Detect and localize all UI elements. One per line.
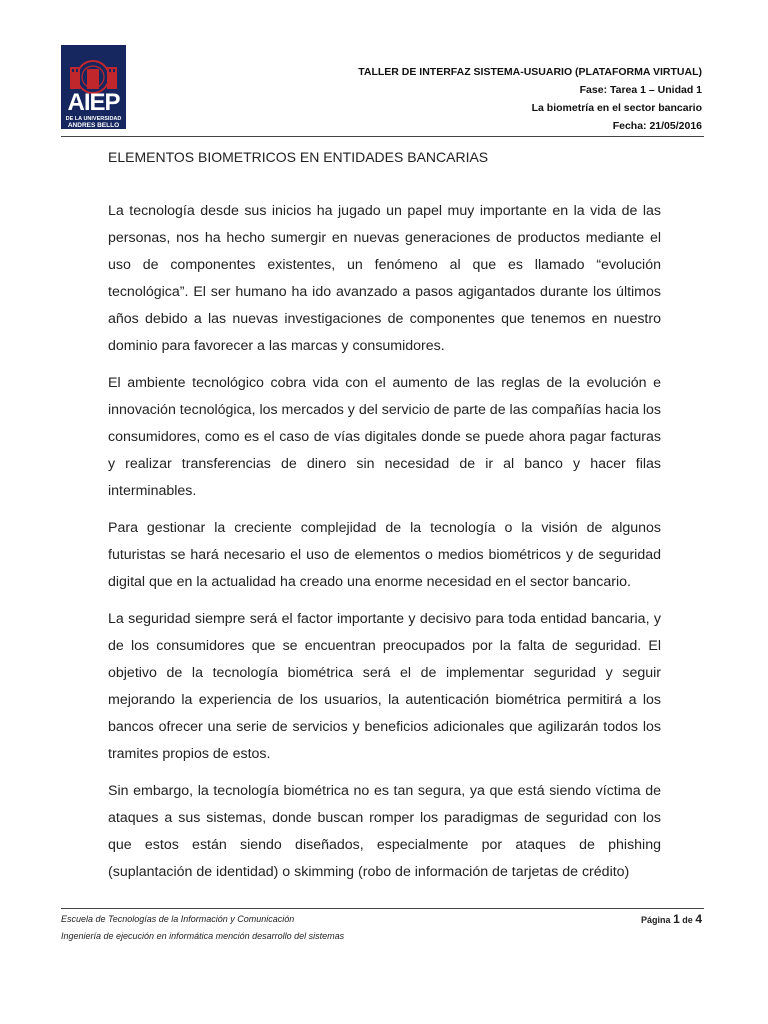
header-date: Fecha: 21/05/2016 bbox=[612, 120, 702, 132]
paragraph: La seguridad siempre será el factor importante y decisivo para toda entidad bancaria, y de los consumidores que se encuentran preocupados por la falta de seguridad. El objetivo de la tecnología biométrica será el de implementar seguridad y seguir mejorando la experiencia de los usuarios, la autenticación biométrica permitirá a los bancos ofrecer una serie de servicios y beneficios adicionales que agilizarán todos los tramites propios de estos. bbox=[108, 611, 661, 762]
document-body bbox=[108, 198, 661, 896]
logo-brand: AIEP bbox=[67, 89, 120, 116]
aiep-logo bbox=[61, 45, 126, 129]
page-total: 4 bbox=[695, 912, 702, 926]
page-indicator bbox=[641, 912, 702, 926]
footer-line1: Escuela de Tecnologías de la Información y Comunicación bbox=[61, 914, 295, 924]
document-header bbox=[358, 63, 702, 135]
logo-line2: ANDRES BELLO bbox=[67, 122, 120, 129]
footer-school bbox=[61, 911, 344, 945]
of-label: de bbox=[682, 915, 693, 925]
paragraph: Sin embargo, la tecnología biométrica no es tan segura, ya que está siendo víctima de ataques a sus sistemas, donde buscan romper los paradigmas de seguridad con los que estos están siendo diseñados, especialmente por ataques de phishing (suplantación de identidad) o skimming (robo de información de tarjetas de crédito) bbox=[108, 783, 661, 880]
page-label: Página bbox=[641, 915, 671, 925]
header-phase: Fase: Tarea 1 – Unidad 1 bbox=[579, 84, 702, 96]
footer-line2: Ingeniería de ejecución en informática mención desarrollo del sistemas bbox=[61, 931, 345, 941]
logo-line1: DE LA UNIVERSIDAD bbox=[65, 116, 122, 122]
footer-divider bbox=[61, 908, 704, 909]
paragraph: Para gestionar la creciente complejidad de la tecnología o la visión de algunos futuristas se hará necesario el uso de elementos o medios biométricos y de seguridad digital que en la actualidad ha creado una enorme necesidad en el sector bancario. bbox=[108, 520, 661, 590]
paragraph: El ambiente tecnológico cobra vida con el aumento de las reglas de la evolución e innovación tecnológica, los mercados y del servicio de parte de las compañías hacia los consumidores, como es el caso de vías digitales donde se puede ahora pagar facturas y realizar transferencias de dinero sin necesidad de ir al banco y hacer filas interminables. bbox=[108, 375, 661, 499]
document-title: ELEMENTOS BIOMETRICOS EN ENTIDADES BANCARIAS bbox=[108, 149, 489, 165]
paragraph: La tecnología desde sus inicios ha jugado un papel muy importante en la vida de las personas, nos ha hecho sumergir en nuevas generaciones de productos mediante el uso de componentes existentes, un fenómeno al que es llamado “evolución tecnológica”. El ser humano ha ido avanzado a pasos agigantados durante los últimos años debido a las nuevas investigaciones de componentes que tenemos en nuestro dominio para favorecer a las marcas y consumidores. bbox=[108, 203, 661, 354]
header-divider bbox=[61, 136, 704, 137]
page-number: 1 bbox=[673, 912, 680, 926]
header-course: TALLER DE INTERFAZ SISTEMA-USUARIO (PLATAFORMA VIRTUAL) bbox=[358, 66, 702, 78]
header-topic: La biometría en el sector bancario bbox=[531, 102, 702, 114]
